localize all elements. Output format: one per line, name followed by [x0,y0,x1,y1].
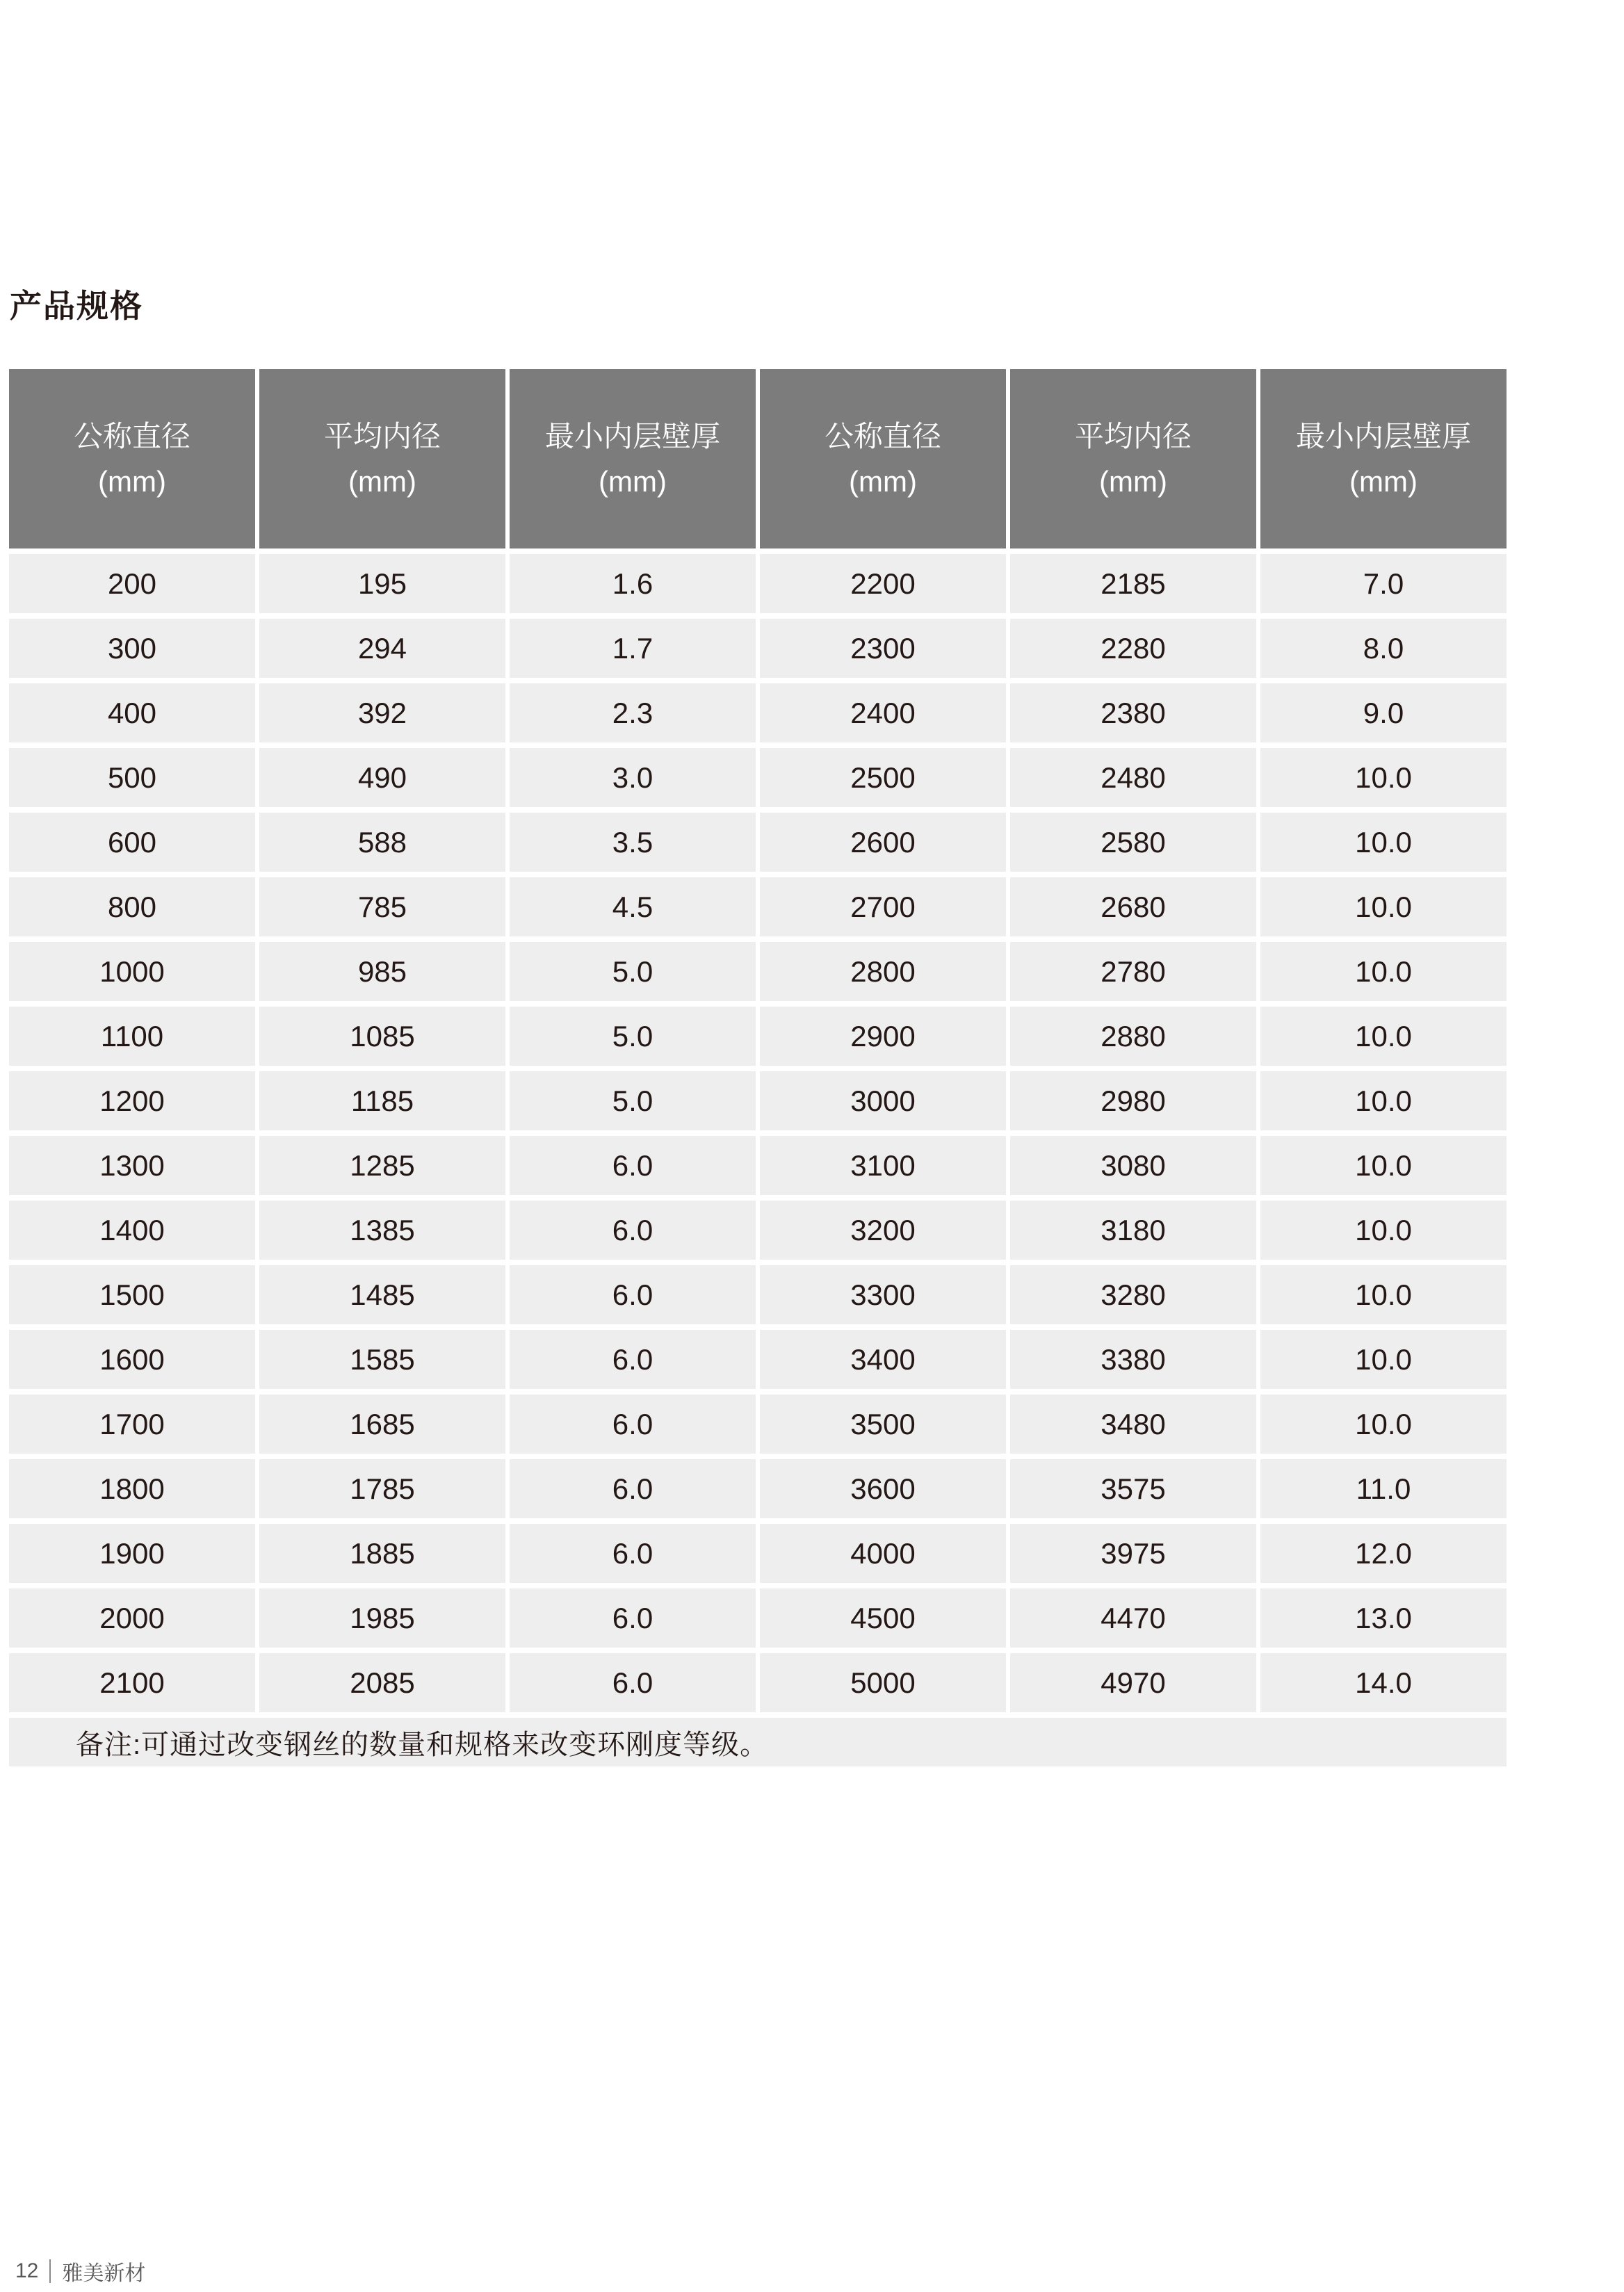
table-cell: 7.0 [1260,554,1507,613]
table-row [9,683,1507,742]
header-unit: (mm) [1349,465,1418,498]
header-label: 平均内径 [1074,419,1192,453]
header-label: 公称直径 [824,419,941,453]
table-cell: 2100 [9,1653,255,1712]
table-cell: 1700 [9,1395,255,1454]
footer-page-number: 12 [15,2259,39,2282]
table-cell: 6.0 [510,1136,756,1195]
table-cell: 10.0 [1260,1265,1507,1324]
table-cell: 10.0 [1260,1330,1507,1389]
table-cell: 2980 [1010,1071,1256,1130]
table-cell: 3480 [1010,1395,1256,1454]
table-cell: 1585 [259,1330,505,1389]
table-cell: 200 [9,554,255,613]
table-cell: 1885 [259,1524,505,1583]
table-cell: 4.5 [510,877,756,936]
table-cell: 3575 [1010,1459,1256,1518]
table-cell: 300 [9,619,255,678]
table-cell: 10.0 [1260,1136,1507,1195]
table-cell: 2880 [1010,1007,1256,1066]
table-cell: 2185 [1010,554,1256,613]
table-row [9,554,1507,613]
table-cell: 1985 [259,1588,505,1648]
table-cell: 2900 [760,1007,1006,1066]
table-cell: 6.0 [510,1201,756,1260]
table-cell: 2300 [760,619,1006,678]
table-row [9,1071,1507,1130]
table-cell: 10.0 [1260,1071,1507,1130]
table-cell: 13.0 [1260,1588,1507,1648]
table-cell: 1085 [259,1007,505,1066]
table-cell: 1100 [9,1007,255,1066]
table-cell: 1485 [259,1265,505,1324]
table-cell: 2800 [760,942,1006,1001]
table-cell: 3300 [760,1265,1006,1324]
header-cell-mean-inner-diameter-left [259,369,505,548]
table-row [9,1201,1507,1260]
table-cell: 12.0 [1260,1524,1507,1583]
table-cell: 2700 [760,877,1006,936]
header-unit: (mm) [849,465,917,498]
table-row [9,619,1507,678]
table-cell: 1600 [9,1330,255,1389]
table-cell: 1500 [9,1265,255,1324]
header-label: 最小内层壁厚 [1295,419,1471,453]
table-cell: 5.0 [510,1007,756,1066]
header-row [9,369,1507,548]
table-cell: 1385 [259,1201,505,1260]
table-cell: 2500 [760,748,1006,807]
table-row [9,877,1507,936]
table-cell: 2580 [1010,813,1256,872]
table-cell: 2000 [9,1588,255,1648]
table-cell: 4000 [760,1524,1006,1583]
header-cell-nominal-diameter-right [760,369,1006,548]
table-cell: 10.0 [1260,1007,1507,1066]
footer-brand: 雅美新材 [62,2262,146,2285]
table-cell: 3280 [1010,1265,1256,1324]
table-cell: 6.0 [510,1653,756,1712]
table-cell: 1.6 [510,554,756,613]
header-unit: (mm) [98,465,166,498]
table-cell: 10.0 [1260,1395,1507,1454]
table-cell: 1685 [259,1395,505,1454]
table-cell: 3600 [760,1459,1006,1518]
table-cell: 2280 [1010,619,1256,678]
header-cell-nominal-diameter-left [9,369,255,548]
table-cell: 2085 [259,1653,505,1712]
table-cell: 1800 [9,1459,255,1518]
table-cell: 1300 [9,1136,255,1195]
table-cell: 2680 [1010,877,1256,936]
header-cell-min-inner-wall-right [1260,369,1507,548]
table-cell: 195 [259,554,505,613]
table-cell: 3180 [1010,1201,1256,1260]
header-unit: (mm) [599,465,667,498]
table-cell: 4500 [760,1588,1006,1648]
table-cell: 392 [259,683,505,742]
table-cell: 785 [259,877,505,936]
header-cell-min-inner-wall-left [510,369,756,548]
table-cell: 2600 [760,813,1006,872]
table-cell: 6.0 [510,1588,756,1648]
table-row [9,942,1507,1001]
table-cell: 3.5 [510,813,756,872]
table-cell: 2200 [760,554,1006,613]
table-row [9,1588,1507,1648]
table-cell: 6.0 [510,1395,756,1454]
table-cell: 6.0 [510,1459,756,1518]
table-cell: 600 [9,813,255,872]
table-cell: 10.0 [1260,748,1507,807]
table-cell: 11.0 [1260,1459,1507,1518]
table-cell: 5.0 [510,942,756,1001]
table-cell: 6.0 [510,1265,756,1324]
spec-table-body [9,554,1507,1712]
table-cell: 500 [9,748,255,807]
table-cell: 1185 [259,1071,505,1130]
table-cell: 294 [259,619,505,678]
table-cell: 2380 [1010,683,1256,742]
table-cell: 4470 [1010,1588,1256,1648]
table-cell: 6.0 [510,1330,756,1389]
table-row [9,813,1507,872]
table-row [9,1330,1507,1389]
table-cell: 3380 [1010,1330,1256,1389]
table-cell: 3200 [760,1201,1006,1260]
table-cell: 10.0 [1260,813,1507,872]
table-cell: 1285 [259,1136,505,1195]
table-cell: 14.0 [1260,1653,1507,1712]
page-footer [15,2256,145,2286]
table-cell: 3.0 [510,748,756,807]
table-cell: 3100 [760,1136,1006,1195]
table-cell: 10.0 [1260,942,1507,1001]
table-row [9,748,1507,807]
footer-divider [49,2259,51,2283]
table-row [9,1007,1507,1066]
header-unit: (mm) [348,465,416,498]
table-cell: 1400 [9,1201,255,1260]
table-cell: 3080 [1010,1136,1256,1195]
table-cell: 1.7 [510,619,756,678]
table-cell: 1785 [259,1459,505,1518]
table-cell: 4970 [1010,1653,1256,1712]
table-cell: 6.0 [510,1524,756,1583]
spec-table-footer [9,1718,1507,1766]
table-cell: 800 [9,877,255,936]
table-cell: 2400 [760,683,1006,742]
header-label: 公称直径 [73,419,190,453]
header-cell-mean-inner-diameter-right [1010,369,1256,548]
table-row [9,1459,1507,1518]
header-label: 平均内径 [323,419,441,453]
table-cell: 2.3 [510,683,756,742]
table-cell: 3500 [760,1395,1006,1454]
table-row [9,1265,1507,1324]
table-cell: 490 [259,748,505,807]
table-cell: 3400 [760,1330,1006,1389]
table-cell: 10.0 [1260,877,1507,936]
product-spec-table [5,364,1511,1772]
table-cell: 10.0 [1260,1201,1507,1260]
header-unit: (mm) [1099,465,1167,498]
spec-table-header [9,369,1507,548]
table-cell: 5000 [760,1653,1006,1712]
page-title: 产品规格 [10,288,143,324]
note-row [9,1718,1507,1766]
table-cell: 3975 [1010,1524,1256,1583]
table-cell: 1900 [9,1524,255,1583]
table-cell: 985 [259,942,505,1001]
table-cell: 5.0 [510,1071,756,1130]
table-cell: 9.0 [1260,683,1507,742]
table-cell: 1000 [9,942,255,1001]
table-cell: 588 [259,813,505,872]
table-row [9,1136,1507,1195]
table-cell: 2480 [1010,748,1256,807]
table-row [9,1395,1507,1454]
header-label: 最小内层壁厚 [544,419,720,453]
table-cell: 400 [9,683,255,742]
table-row [9,1653,1507,1712]
table-note: 备注:可通过改变钢丝的数量和规格来改变环刚度等级。 [9,1718,1507,1766]
table-cell: 8.0 [1260,619,1507,678]
table-cell: 3000 [760,1071,1006,1130]
table-row [9,1524,1507,1583]
table-cell: 1200 [9,1071,255,1130]
table-cell: 2780 [1010,942,1256,1001]
